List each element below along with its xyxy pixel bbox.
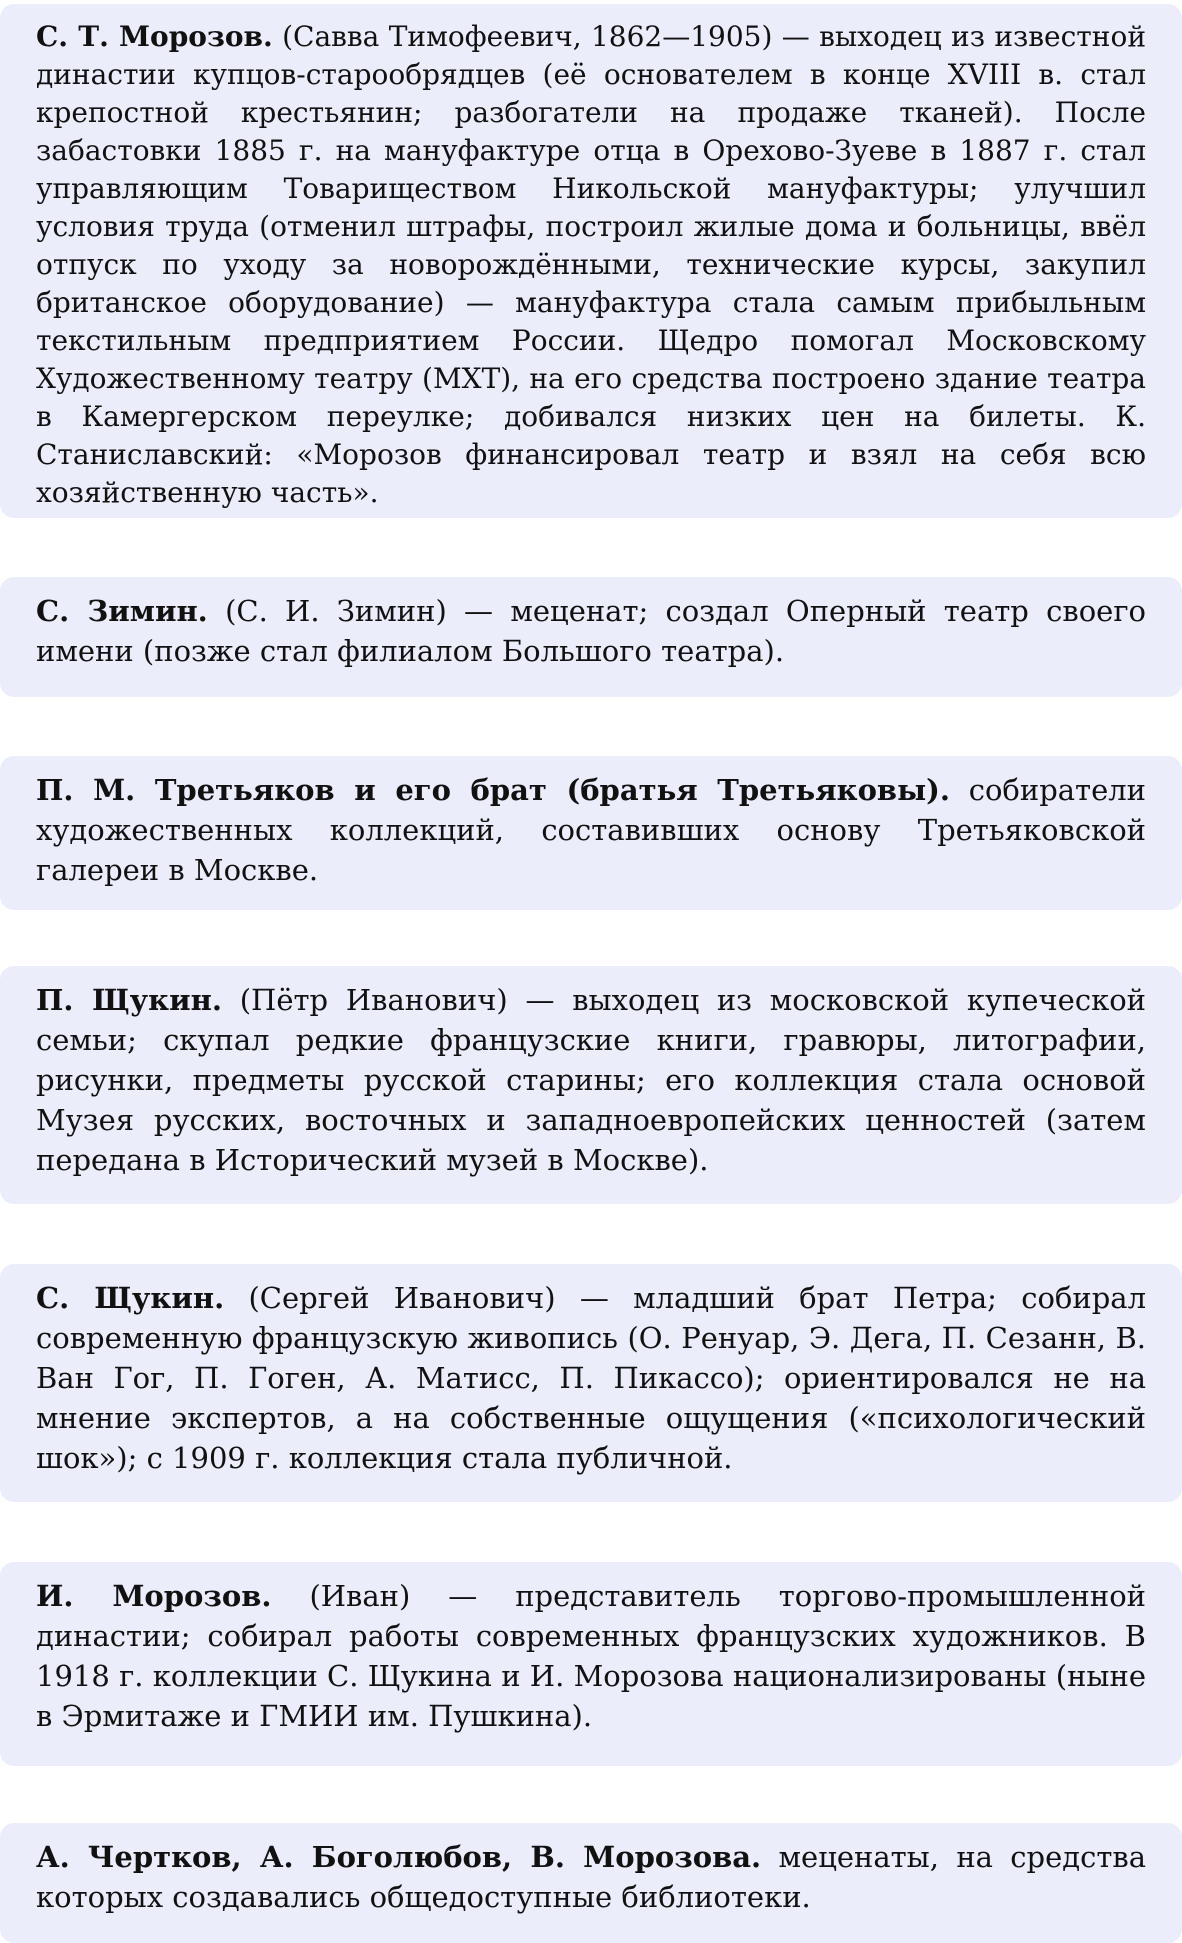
entry-name: А. Чертков, А. Боголюбов, В. Морозова. (36, 1840, 762, 1874)
entry-text: меценаты, на средства которых создавались общедоступные библиотеки. (36, 1840, 1146, 1914)
entry-card-sergei-shchukin (0, 1264, 1182, 1502)
entry-text: (Сергей Иванович) — младший брат Петра; собирал современную французскую живопись (О. Ренуар, Э. Дега, П. Сезанн, В. Ван Гог, П. Гоген, А. Матисс, П. Пикассо); ориентировался не на мнение экспертов, а на собственные ощущения («психологический шок»); с 1909 г. коллекция стала публичной. (36, 1281, 1146, 1475)
entry-text: (Иван) — представитель торгово-промышленной династии; собирал работы современных французских художников. В 1918 г. коллекции С. Щукина и И. Морозова национализированы (ныне в Эрмитаже и ГМИИ им. Пушкина). (36, 1579, 1146, 1733)
entry-card-savva-morozov (0, 4, 1182, 518)
entry-name: С. Т. Морозов. (36, 20, 273, 53)
entry-text: (Савва Тимофеевич, 1862—1905) — выходец из известной династии купцов-старообрядцев (её основателем в конце XVIII в. стал крепостной крестьянин; разбогатели на продаже тканей). После забастовки 1885 г. на мануфактуре отца в Орехово-Зуеве в 1887 г. стал управляющим Товариществом Никольской мануфактуры; улучшил условия труда (отменил штрафы, построил жилые дома и больницы, ввёл отпуск по уходу за новорождёнными, технические курсы, закупил британское оборудование) — мануфактура стала самым прибыльным текстильным предприятием России. Щедро помогал Московскому Художественному театру (МХТ), на его средства построено здание театра в Камергерском переулке; добивался низких цен на билеты. К. Станиславский: «Морозов финансировал театр и взял на себя всю хозяйственную часть». (36, 20, 1146, 509)
entry-name: П. М. Третьяков и его брат (братья Третьяковы). (36, 773, 950, 807)
entry-card-petr-shchukin (0, 966, 1182, 1204)
entry-text: собиратели художественных коллекций, составивших основу Третьяковской галереи в Москве. (36, 773, 1147, 887)
entry-name: И. Морозов. (36, 1579, 272, 1613)
entry-text: (С. И. Зимин) — меценат; создал Оперный театр своего имени (позже стал филиалом Большого театра). (36, 594, 1146, 668)
entry-name: С. Зимин. (36, 594, 208, 628)
entry-name: П. Щукин. (36, 983, 222, 1017)
entry-card-tretyakov (0, 756, 1182, 910)
entry-card-ivan-morozov (0, 1562, 1182, 1766)
entry-card-zimin (0, 577, 1182, 697)
entry-name: С. Щукин. (36, 1281, 225, 1315)
entry-text: (Пётр Иванович) — выходец из московской купеческой семьи; скупал редкие французские книги, гравюры, литографии, рисунки, предметы русской старины; его коллекция стала основой Музея русских, восточных и западноевропейских ценностей (затем передана в Исторический музей в Москве). (36, 983, 1146, 1177)
entry-card-library-patrons (0, 1823, 1182, 1943)
